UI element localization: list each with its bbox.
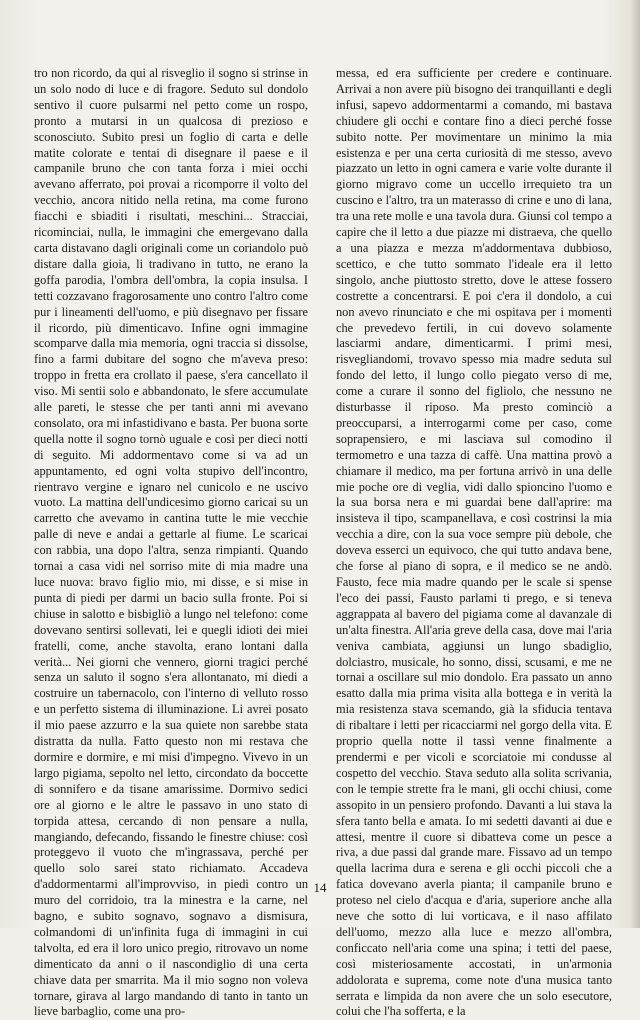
page-edge-shadow [630, 0, 640, 928]
page-number: 14 [313, 880, 327, 895]
right-text-column [336, 66, 612, 1020]
left-text-column [34, 66, 308, 1020]
left-column-text: tro non ricordo, da qui al risveglio il sogno si strinse in un solo nodo di luce e di fragore. Seduto sul dondolo sentivo il cuore pulsarmi nel petto come un rospo, pronto a mutarsi in un qualcosa di prezioso e sconosciuto. Subito presi un foglio di carta e delle matite colorate e tentai di disegnare il paese e il campanile bruno che con tanta forza i miei occhi avevano afferrato, poi provai a ricomporre il volto del vecchio, ancora nitido nella retina, ma come furono fiacchi e sbiaditi i risultati, meschini... Stracciai, ricominciai, nulla, le immagini che emergevano dalla carta distavano dagli originali come un coriandolo può distare dalla gioia, li tradivano in tutto, ne erano la goffa parodia, l'ombra dell'ombra, la copia insulsa. I tetti cozzavano fragorosamente uno contro l'altro come pur i lineamenti dell'uomo, e più disegnavo per fissare il ricordo, più dimenticavo. Infine ogni immagine scomparve dalla mia memoria, ogni traccia si dissolse, fino a farmi dubitare del sogno che m'aveva preso: troppo in fretta era crollato il paese, s'era cancellato il viso. Mi sentii solo e abbandonato, le sfere accumulate alle pareti, le stesse che per tanti anni mi avevano consolato, ora mi infastidivano e basta. Per buona sorte quella notte il sogno tornò uguale e così per dieci notti di seguito. Mi addormentavo come si va ad un appuntamento, ed ogni volta stupivo dell'incontro, rientravo vergine e ignaro nel cunicolo e ne uscivo vuoto. La mattina dell'undicesimo giorno caricai su un carretto che avevamo in cantina tutte le mie vecchie palle di neve e andai a gettarle al fiume. Le scaricai con rabbia, una dopo l'altra, senza rimpianti. Quando tornai a casa vidi nel sorriso mite di mia madre una luce nuova: bravo figlio mio, mi disse, e si mise in punta di piedi per darmi un bacio sulla fronte. Poi si chiuse in salotto e bisbigliò a lungo nel telefono: come dovevano sentirsi sollevati, lei e quegli idioti dei miei fratelli, come, anche stavolta, erano lontani dalla verità... Nei giorni che vennero, giorni tragici perché senza un saluto il sogno s'era allontanato, mi diedi a costruire un tabernacolo, con l'interno di velluto rosso e un perfetto sistema di illuminazione. Li avrei posato il mio paese azzurro e la sua quiete non sarebbe stata distratta da nulla. Fatto questo non mi restava che dormire e dormire, e mi misi d'impegno. Vivevo in un largo pigiama, sepolto nel letto, circondato da boccette di sonnifero e da tisane amarissime. Dormivo sedici ore al giorno e le altre le passavo in uno stato di torpida attesa, cercando di non pensare a nulla, mangiando, defecando, fissando le finestre chiuse: così proteggevo il vuoto che m'ingrassava, perché per quello solo sarei stato richiamato. Accadeva d'addormentarmi all'improvviso, in piedi contro un muro del corridoio, tra la minestra e la carne, nel bagno, e subito sognavo, sognavo a dismisura, colmandomi di un'infinita fuga di immagini in cui talvolta, ed era il loro unico pregio, ritrovavo un nome dimenticato da anni o il nascondiglio di una certa chiave data per smarrita. Ma il mio sogno non voleva tornare, girava al largo mandando di tanto in tanto un lieve barbaglio, come una pro- [34, 66, 308, 1019]
right-column-text: messa, ed era sufficiente per credere e continuare. Arrivai a non avere più bisogno dei tranquillanti e degli infusi, sapevo addormentarmi a comando, mi bastava chiudere gli occhi e contare fino a dieci perché fosse subito notte. Per movimentare un minimo la mia esistenza e per una certa curiosità di me stesso, avevo piazzato un letto in ogni camera e varie volte durante il giorno migravo come un uccello irrequieto tra un cuscino e l'altro, tra un materasso di crine e uno di lana, tra una rete molle e una tavola dura. Giunsi col tempo a capire che il letto a due piazze mi distraeva, che quello a una piazza e mezza m'addormentava dubbioso, scettico, e che tutto sommato l'ideale era il letto singolo, anche piuttosto stretto, dove le attese fossero costrette a concentrarsi. E poi c'era il dondolo, a cui non avevo rinunciato e che mi ospitava per i momenti che prevedevo fertili, in cui dovevo solamente lasciarmi andare, dimenticarmi. I primi mesi, risvegliandomi, trovavo spesso mia madre seduta sul fondo del letto, il lungo collo piegato verso di me, come a curare il sonno del figliolo, che nessuno ne disturbasse il riposo. Ma presto cominciò a preoccuparsi, a interrogarmi come per caso, come soprapensiero, e mi lasciava sul comodino il termometro e una tazza di caffè. Una mattina provò a chiamare il medico, ma per fortuna arrivò in una delle mie poche ore di veglia, vidi dallo spioncino l'uomo e la sua borsa nera e mi guardai bene dall'aprire: ma insisteva il tipo, scampanellava, e così costrinsi la mia vecchia a dire, con la sua voce sempre più debole, che doveva esserci un equivoco, che qui tutto andava bene, che forse al piano di sopra, e il medico se ne andò. Fausto, fece mia madre quando per le scale si spense l'eco dei passi, Fausto parlami ti prego, e si teneva aggrappata al bavero del pigiama come al davanzale di un'alta finestra. All'aria greve della casa, dove mai l'aria veniva cambiata, aggiunsi un lungo sbadiglio, dolciastro, musicale, ho sonno, dissi, scusami, e me ne tornai a oscillare sul mio dondolo. Era passato un anno esatto dalla mia prima visita alla bottega e in verità la mia resistenza stava scemando, già la sfiducia tentava di ribaltare i letti per ricacciarmi nel gorgo della vita. E proprio quella notte il tassì venne finalmente a prendermi e per vicoli e scorciatoie mi condusse al cospetto del vecchio. Stava seduto alla solita scrivania, con le tempie strette fra le mani, gli occhi chiusi, come assopito in un pensiero profondo. Davanti a lui stava la sfera tanto bella e amata. Io mi sedetti davanti ai due e attesi, mentre il cuore si dibatteva come un pesce a riva, a due passi dal grande mare. Fissavo ad un tempo quella lacrima dura e serena e gli occhi piccoli che a fatica dovevano averla pianta; il campanile bruno e proteso nel cielo d'acqua e d'aria, superiore anche alla neve che sotto di lui vorticava, e il naso affilato dell'uomo, mezzo alla luce e mezzo all'ombra, conficcato nell'aria come una spina; i tetti del paese, così misteriosamente accostati, in un'armonia addolorata e suprema, come note d'una musica tanto serrata e limpida da non avere che un solo esecutore, colui che l'ha sofferta, e la [336, 66, 612, 1019]
